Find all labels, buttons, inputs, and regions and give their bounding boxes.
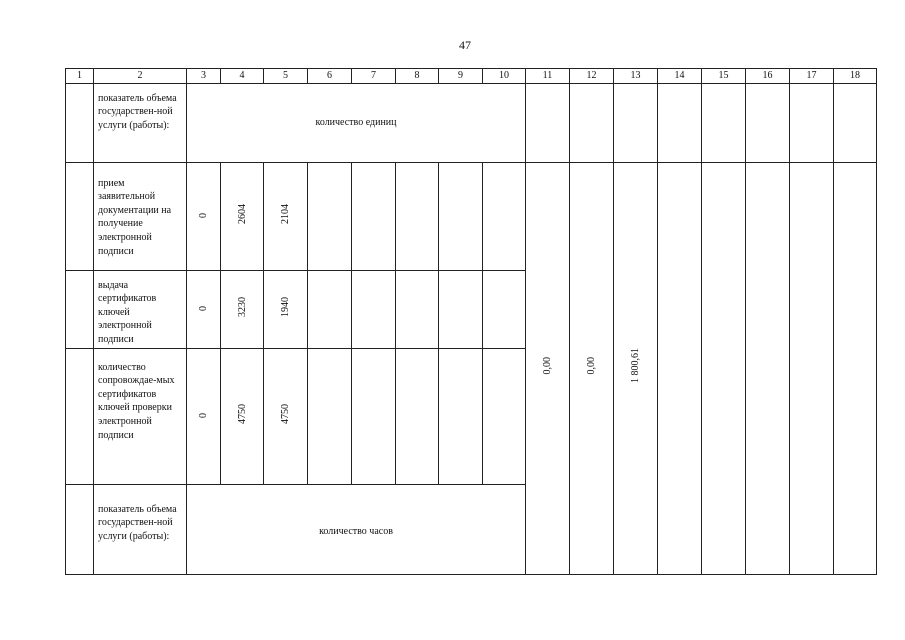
table-cell [439,270,483,348]
header-cell: 16 [746,69,790,84]
header-cell: 3 [187,69,221,84]
header-cell: 14 [658,69,702,84]
merged-col11 [526,162,570,574]
value-cell [221,348,264,484]
col13-value: 1 800,61 [630,348,641,384]
value-col5: 4750 [280,403,291,424]
col12-value: 0,00 [586,357,597,375]
table-cell [308,348,352,484]
header-cell: 8 [396,69,439,84]
header-cell: 11 [526,69,570,84]
table-cell [352,162,396,270]
table-cell [483,348,526,484]
row-number-cell [66,83,94,162]
table-cell [570,83,614,162]
merged-col14 [658,162,702,574]
value-col4: 4750 [236,403,248,424]
header-cell: 7 [352,69,396,84]
value-col3: 0 [198,413,209,419]
table-cell [483,162,526,270]
value-col3: 0 [198,213,209,219]
value-col4: 2604 [236,203,248,224]
row-label: прием заявительной документации на получение электронной подписи [94,162,187,270]
value-cell [187,270,221,348]
row-number-cell [66,484,94,574]
table-cell [746,83,790,162]
header-cell: 13 [614,69,658,84]
units-merged-cell: количество единиц [187,83,526,162]
hours-merged-cell: количество часов [187,484,526,574]
row-label: количество сопровождае-мых сертификатов ключей проверки электронной подписи [94,348,187,484]
header-cell: 18 [834,69,877,84]
header-cell: 6 [308,69,352,84]
header-row [66,69,877,84]
header-cell: 5 [264,69,308,84]
table-cell [526,83,570,162]
table-cell [308,270,352,348]
table-cell [396,162,439,270]
merged-col17 [790,162,834,574]
merged-col15 [702,162,746,574]
merged-col13 [614,162,658,574]
value-cell [264,270,308,348]
value-col4: 3230 [236,296,248,317]
row-number-cell [66,270,94,348]
row-number-cell [66,348,94,484]
value-col5: 1940 [280,296,291,317]
header-cell: 17 [790,69,834,84]
header-cell: 2 [94,69,187,84]
data-table [65,68,877,575]
table-cell [396,270,439,348]
value-col5: 2104 [280,203,291,224]
value-cell [187,348,221,484]
row-label: выдача сертификатов ключей электронной подписи [94,270,187,348]
col11-value: 0,00 [542,357,553,375]
table-cell [396,348,439,484]
table-cell [352,348,396,484]
table-cell [790,83,834,162]
row-label: показатель объема государствен-ной услуги (работы): [94,83,187,162]
header-cell: 12 [570,69,614,84]
merged-col16 [746,162,790,574]
row-label: показатель объема государствен-ной услуги (работы): [94,484,187,574]
table-cell [308,162,352,270]
table-cell [483,270,526,348]
header-cell: 4 [221,69,264,84]
header-cell: 15 [702,69,746,84]
table-cell [439,348,483,484]
table-cell [658,83,702,162]
merged-col18 [834,162,877,574]
value-cell [264,348,308,484]
value-cell [221,270,264,348]
value-col3: 0 [198,306,209,312]
table-cell [702,83,746,162]
page-number: 47 [459,38,471,52]
merged-col12 [570,162,614,574]
value-cell [187,162,221,270]
table-cell [439,162,483,270]
header-cell: 9 [439,69,483,84]
table-row [66,162,877,270]
header-cell: 1 [66,69,94,84]
table-cell [614,83,658,162]
table-row [66,83,877,162]
row-number-cell [66,162,94,270]
value-cell [264,162,308,270]
header-cell: 10 [483,69,526,84]
table-cell [352,270,396,348]
value-cell [221,162,264,270]
table-cell [834,83,877,162]
